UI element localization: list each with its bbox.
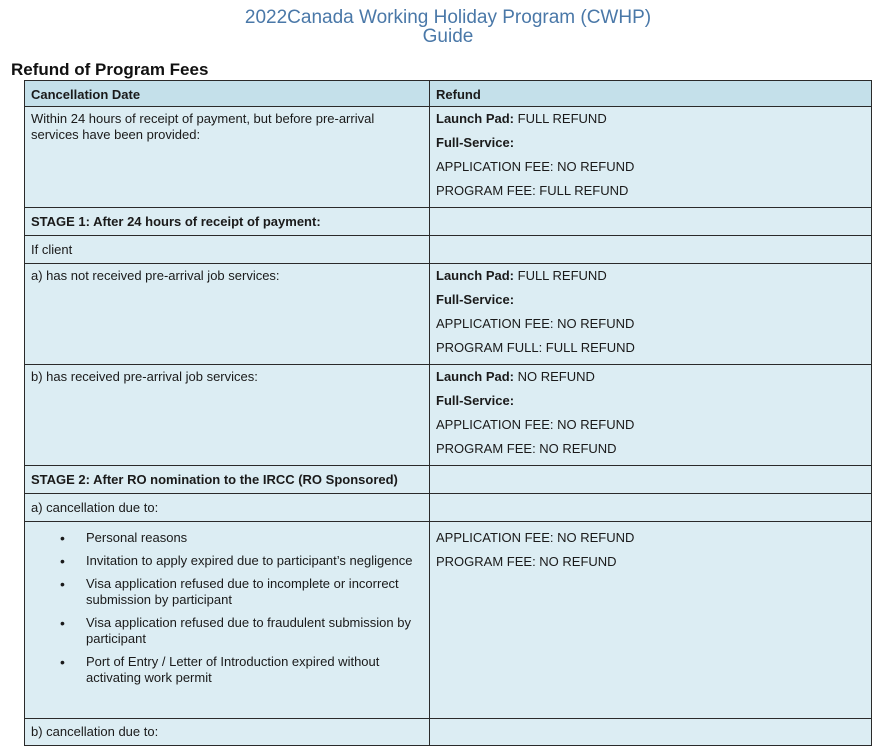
cancellation-cell bbox=[25, 107, 430, 208]
program-fee-line: PROGRAM FULL: FULL REFUND bbox=[436, 340, 635, 355]
column-header-cancellation-date: Cancellation Date bbox=[25, 81, 430, 107]
table-row bbox=[25, 522, 872, 719]
refund-cell bbox=[430, 264, 872, 365]
list-item: • Personal reasons bbox=[86, 530, 423, 546]
table-row bbox=[25, 466, 872, 494]
empty-cell bbox=[430, 466, 872, 494]
list-item: • Invitation to apply expired due to participant’s negligence bbox=[86, 553, 423, 569]
table-row bbox=[25, 208, 872, 236]
list-item: • Port of Entry / Letter of Introduction expired without activating work permit bbox=[86, 654, 423, 686]
cancellation-cell bbox=[25, 365, 430, 466]
application-fee-line: APPLICATION FEE: NO REFUND bbox=[436, 530, 635, 545]
table-row bbox=[25, 107, 872, 208]
full-service-label: Full-Service: bbox=[436, 393, 515, 408]
program-fee-line: PROGRAM FEE: NO REFUND bbox=[436, 441, 617, 456]
cancellation-b-text: b) cancellation due to: bbox=[25, 719, 430, 746]
refund-table bbox=[24, 80, 872, 746]
launch-pad-label: Launch Pad: bbox=[436, 268, 515, 283]
table-row bbox=[25, 365, 872, 466]
cancellation-text: a) has not received pre-arrival job services: bbox=[31, 268, 280, 283]
full-service-label: Full-Service: bbox=[436, 292, 515, 307]
full-service-label: Full-Service: bbox=[436, 135, 515, 150]
launch-pad-line bbox=[436, 107, 865, 131]
column-header-refund: Refund bbox=[430, 81, 872, 107]
program-fee-line: PROGRAM FEE: NO REFUND bbox=[436, 554, 617, 569]
cancellation-text: b) has received pre-arrival job services: bbox=[31, 369, 258, 384]
cancellation-a-text: a) cancellation due to: bbox=[25, 494, 430, 522]
list-item: • Visa application refused due to incomplete or incorrect submission by participant bbox=[86, 576, 423, 608]
refund-cell bbox=[430, 522, 872, 719]
stage-1-heading: STAGE 1: After 24 hours of receipt of payment: bbox=[25, 208, 430, 236]
table-row bbox=[25, 264, 872, 365]
program-fee-line: PROGRAM FEE: FULL REFUND bbox=[436, 183, 629, 198]
launch-pad-line bbox=[436, 365, 865, 389]
launch-pad-label: Launch Pad: bbox=[436, 111, 515, 126]
launch-pad-value: FULL REFUND bbox=[514, 111, 607, 126]
table-row bbox=[25, 719, 872, 746]
launch-pad-value: FULL REFUND bbox=[514, 268, 607, 283]
application-fee-line: APPLICATION FEE: NO REFUND bbox=[436, 159, 635, 174]
application-fee-line: APPLICATION FEE: NO REFUND bbox=[436, 316, 635, 331]
stage-2-heading: STAGE 2: After RO nomination to the IRCC (RO Sponsored) bbox=[25, 466, 430, 494]
launch-pad-line bbox=[436, 264, 865, 288]
empty-cell bbox=[430, 494, 872, 522]
document-title: 2022Canada Working Holiday Program (CWHP) bbox=[244, 7, 652, 28]
table-header-row bbox=[25, 81, 872, 107]
table-row bbox=[25, 236, 872, 264]
refund-cell bbox=[430, 107, 872, 208]
document-header bbox=[0, 8, 896, 46]
empty-cell bbox=[430, 719, 872, 746]
cancellation-cell bbox=[25, 264, 430, 365]
launch-pad-value: NO REFUND bbox=[514, 369, 595, 384]
launch-pad-label: Launch Pad: bbox=[436, 369, 515, 384]
application-fee-line: APPLICATION FEE: NO REFUND bbox=[436, 417, 635, 432]
cancellation-text: Within 24 hours of receipt of payment, but before pre-arrival services have been provided: bbox=[31, 111, 375, 142]
reasons-cell bbox=[25, 522, 430, 719]
empty-cell bbox=[430, 208, 872, 236]
if-client-text: If client bbox=[25, 236, 430, 264]
document-subtitle: Guide bbox=[422, 26, 474, 47]
section-title: Refund of Program Fees bbox=[11, 60, 209, 79]
refund-cell bbox=[430, 365, 872, 466]
reasons-list bbox=[31, 530, 423, 686]
table-row bbox=[25, 494, 872, 522]
list-item: • Visa application refused due to fraudulent submission by participant bbox=[86, 615, 423, 647]
empty-cell bbox=[430, 236, 872, 264]
